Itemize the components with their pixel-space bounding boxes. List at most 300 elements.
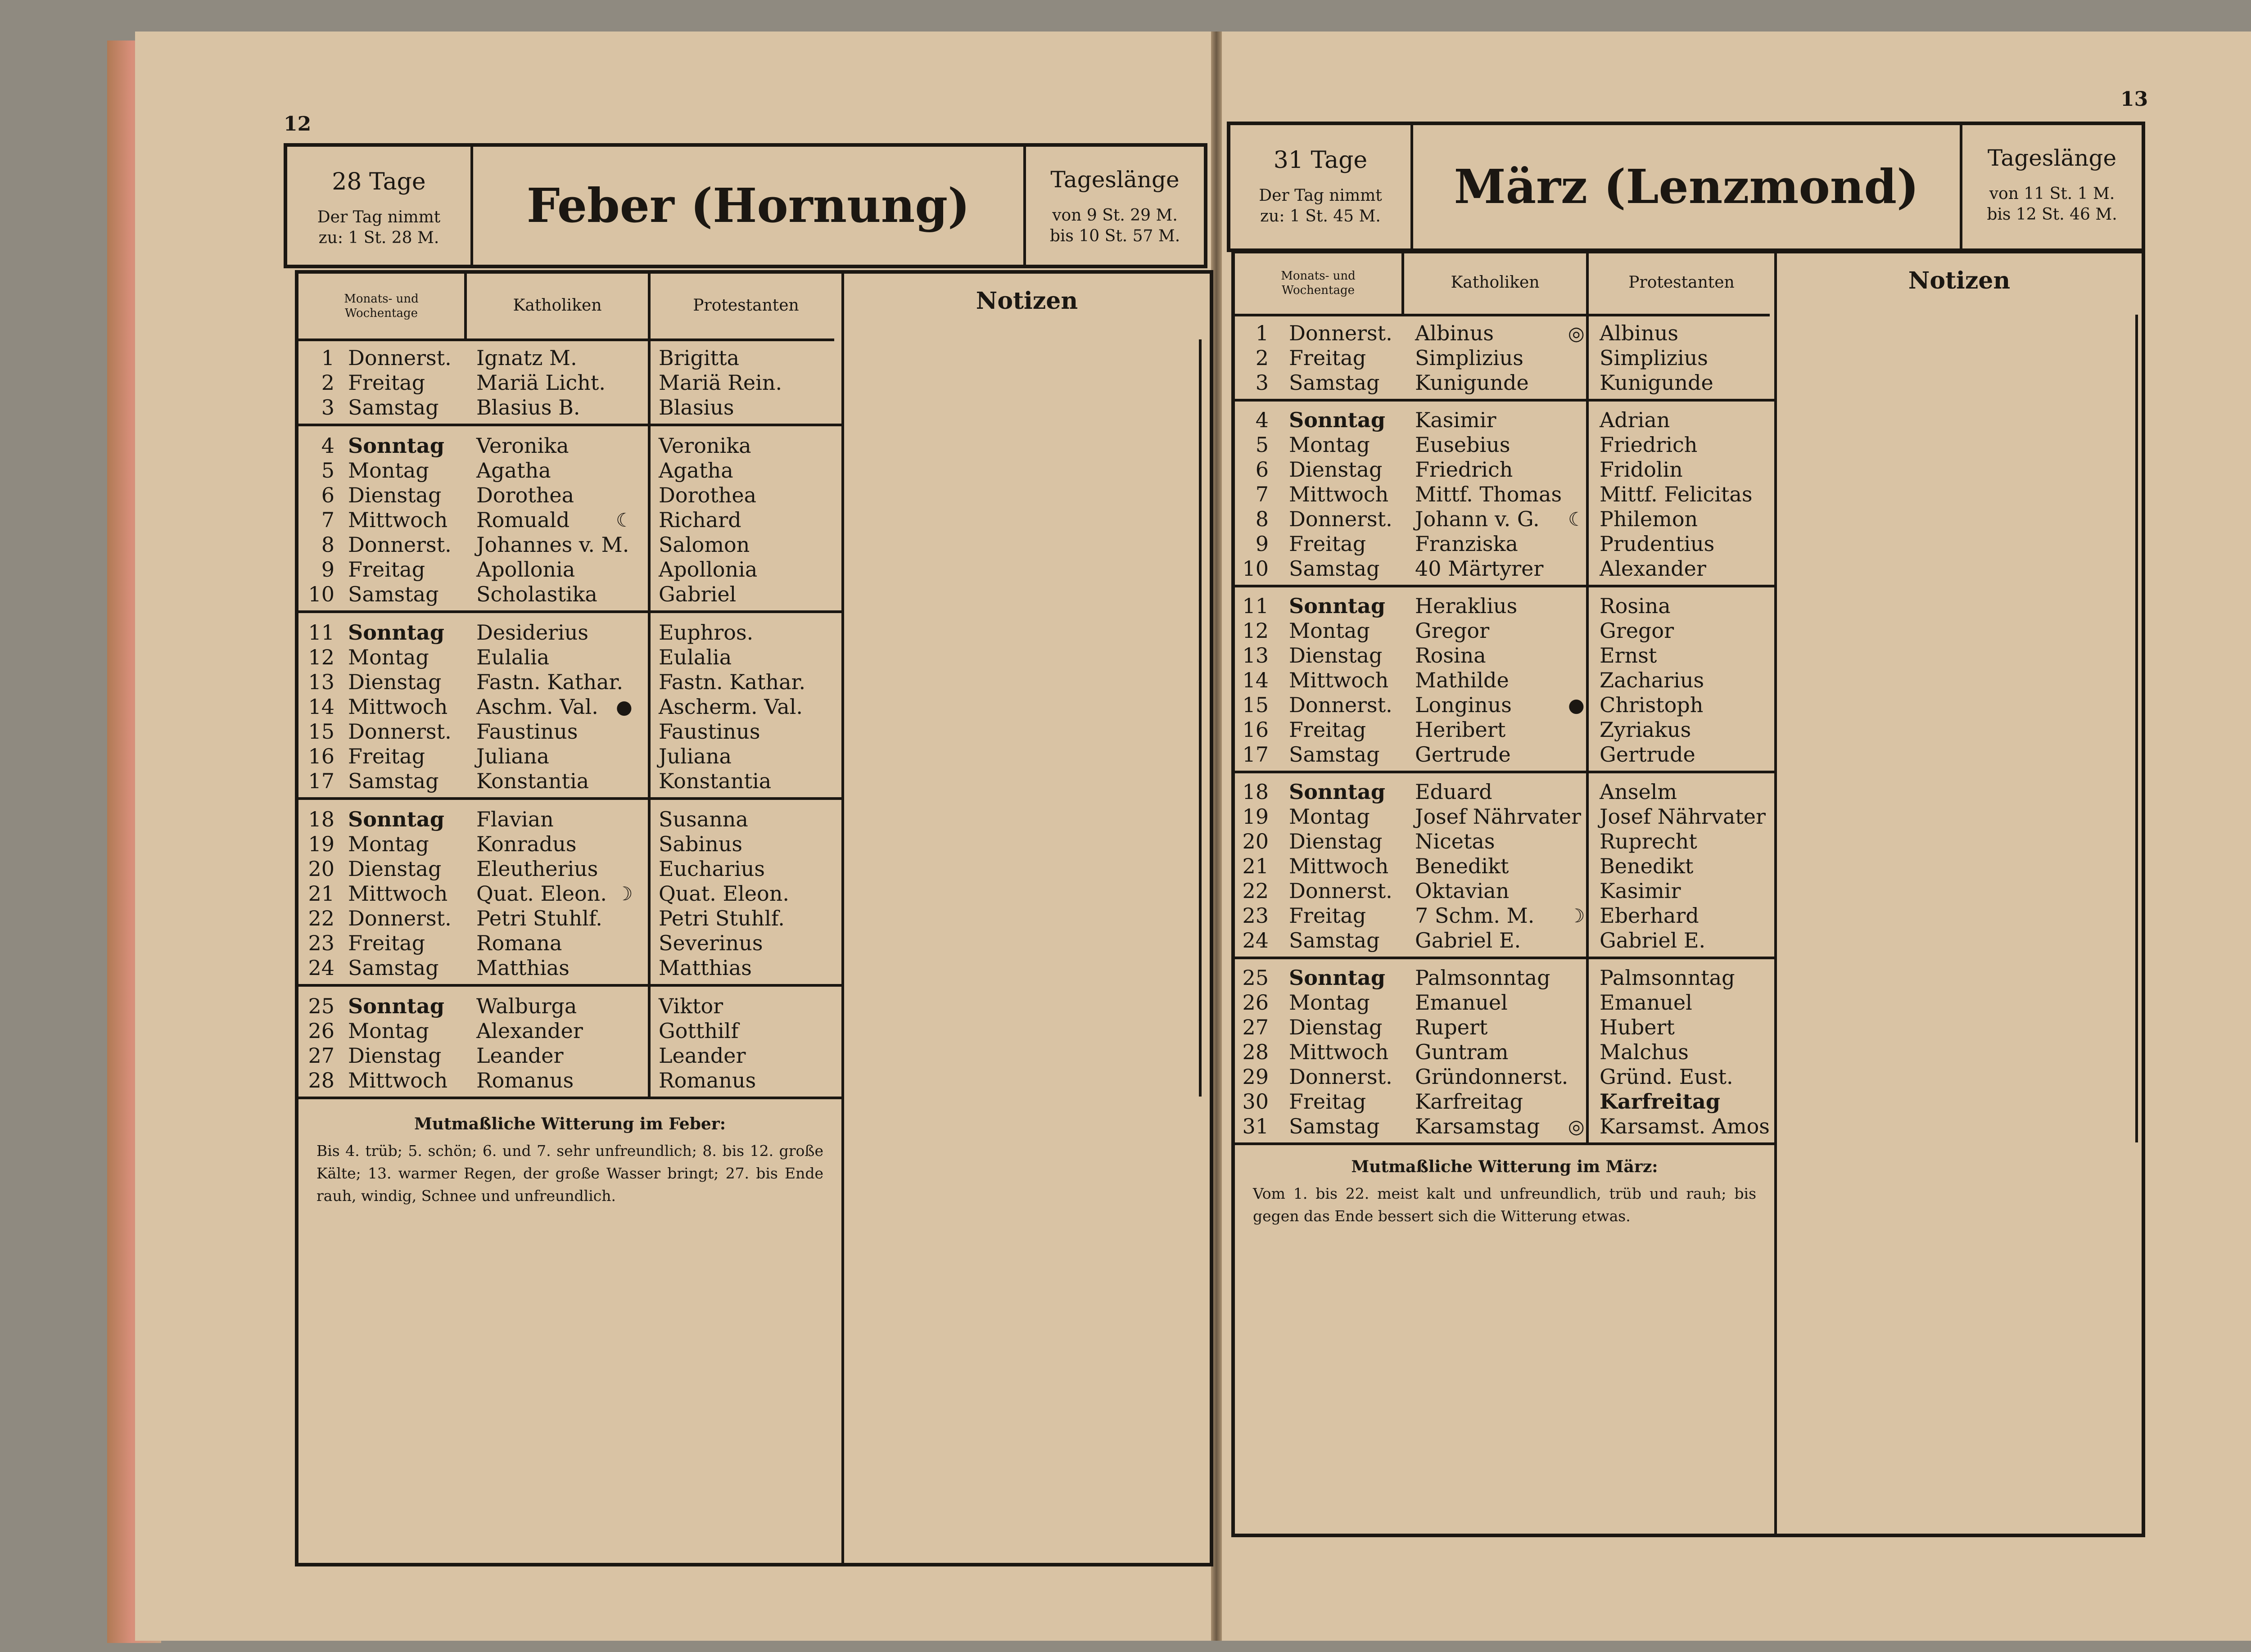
catholic-saint: Flavian xyxy=(476,807,554,831)
catholic-saint: Kunigunde xyxy=(1415,370,1529,395)
day-number: 9 xyxy=(321,557,334,582)
day-number: 5 xyxy=(1255,433,1269,457)
day-number: 15 xyxy=(308,719,334,744)
weekday: Mittwoch xyxy=(1289,482,1389,506)
day-row xyxy=(298,1068,841,1093)
catholic-saint: Juliana xyxy=(476,744,549,768)
day-row xyxy=(298,395,841,420)
day-row xyxy=(298,807,841,832)
catholic-saint: Dorothea xyxy=(476,483,574,507)
catholic-saint: Matthias xyxy=(476,956,570,980)
day-number: 14 xyxy=(1242,668,1269,692)
protestant-saint: Rosina xyxy=(1600,594,1671,618)
right-calendar-table xyxy=(1231,250,2145,1537)
weekday: Freitag xyxy=(1289,903,1366,928)
left-weather-text: Bis 4. trüb; 5. schön; 6. und 7. sehr unfreundlich; 8. bis 12. große Kälte; 13. warmer Regen, der große Wasser bringt; 27. bis Ende rauh, windig, Schnee und unfreundlich. xyxy=(316,1142,823,1205)
weekday: Mittwoch xyxy=(1289,668,1389,692)
week-separator xyxy=(298,797,841,800)
day-row xyxy=(298,744,841,769)
weekday: Samstag xyxy=(1289,370,1380,395)
catholic-saint: Romuald xyxy=(476,508,570,532)
day-row xyxy=(1235,457,1774,482)
weekday: Samstag xyxy=(348,395,439,420)
right-weather-title: Mutmaßliche Witterung im März: xyxy=(1351,1157,1658,1176)
protestant-saint: Konstantia xyxy=(659,769,772,793)
weekday: Donnerst. xyxy=(1289,507,1392,531)
protestant-saint: Benedikt xyxy=(1600,854,1694,878)
protestant-saint: Mittf. Felicitas xyxy=(1600,482,1753,506)
right-notes-title: Notizen xyxy=(1908,267,2011,294)
day-number: 1 xyxy=(321,346,334,370)
day-number: 16 xyxy=(1242,718,1269,742)
right-daylength-label: Tageslänge xyxy=(1987,145,2117,171)
catholic-saint: Karsamstag xyxy=(1415,1114,1540,1138)
protestant-saint: Mariä Rein. xyxy=(659,370,782,395)
catholic-saint: Mittf. Thomas xyxy=(1415,482,1562,506)
left-daylength-1: von 9 St. 29 M. xyxy=(1052,206,1178,225)
left-col-protestant: Protestanten xyxy=(693,296,799,315)
week-block xyxy=(1235,408,1774,581)
protestant-saint: Romanus xyxy=(659,1068,756,1092)
protestant-saint: Fridolin xyxy=(1600,457,1683,482)
catholic-saint: Nicetas xyxy=(1415,829,1495,853)
right-days-cell xyxy=(1230,125,1410,227)
catholic-saint: Veronika xyxy=(476,433,569,458)
day-number: 15 xyxy=(1242,693,1269,717)
weekday: Freitag xyxy=(348,370,425,395)
protestant-saint: Eberhard xyxy=(1600,903,1699,928)
catholic-saint: Eulalia xyxy=(476,645,550,669)
day-number: 17 xyxy=(308,769,334,793)
day-number: 17 xyxy=(1242,742,1269,767)
day-number: 27 xyxy=(1242,1015,1269,1039)
weekday: Freitag xyxy=(348,744,425,768)
day-number: 19 xyxy=(308,832,334,856)
day-row xyxy=(298,645,841,670)
day-row xyxy=(1235,693,1774,718)
weekday: Montag xyxy=(1289,804,1370,829)
left-day-gain-2: zu: 1 St. 28 M. xyxy=(318,229,439,247)
protestant-saint: Gertrude xyxy=(1600,742,1695,767)
protestant-saint: Blasius xyxy=(659,395,734,420)
day-row xyxy=(1235,854,1774,879)
left-daylength-cell xyxy=(1026,147,1204,247)
right-daylength-1: von 11 St. 1 M. xyxy=(1989,185,2115,203)
protestant-saint: Prudentius xyxy=(1600,532,1715,556)
day-row xyxy=(298,346,841,370)
catholic-saint: Benedikt xyxy=(1415,854,1509,878)
day-number: 22 xyxy=(1242,879,1269,903)
week-block xyxy=(298,807,841,980)
catholic-saint: Longinus xyxy=(1415,693,1512,717)
weekday: Freitag xyxy=(1289,1089,1366,1114)
week-separator xyxy=(298,424,841,426)
column-rule xyxy=(1586,315,1589,1142)
catholic-saint: Heribert xyxy=(1415,718,1506,742)
protestant-saint: Euphros. xyxy=(659,620,754,645)
catholic-saint: Blasius B. xyxy=(476,395,580,420)
day-row xyxy=(1235,321,1774,346)
day-row xyxy=(298,695,841,719)
day-row xyxy=(1235,507,1774,532)
day-row xyxy=(298,508,841,533)
weekday: Mittwoch xyxy=(348,1068,448,1092)
day-row xyxy=(298,931,841,956)
weekday: Samstag xyxy=(348,582,439,606)
catholic-saint: Fastn. Kathar. xyxy=(476,670,624,694)
week-block xyxy=(1235,594,1774,767)
weekday: Samstag xyxy=(348,769,439,793)
day-row xyxy=(1235,990,1774,1015)
week-block xyxy=(298,994,841,1093)
day-row xyxy=(1235,433,1774,457)
day-number: 19 xyxy=(1242,804,1269,829)
weekday: Montag xyxy=(348,645,429,669)
week-block xyxy=(1235,321,1774,395)
day-number: 2 xyxy=(1255,346,1269,370)
catholic-saint: Gregor xyxy=(1415,618,1490,643)
day-row xyxy=(298,956,841,980)
weekday: Freitag xyxy=(348,931,425,955)
weekday: Dienstag xyxy=(1289,457,1383,482)
weekday: Sonntag xyxy=(1289,780,1386,804)
right-weather xyxy=(1235,1136,1774,1228)
weekday: Mittwoch xyxy=(348,508,448,532)
day-number: 27 xyxy=(308,1043,334,1068)
protestant-saint: Palmsonntag xyxy=(1600,966,1735,990)
catholic-saint: Josef Nährvater xyxy=(1415,804,1582,829)
weekday: Dienstag xyxy=(348,670,442,694)
day-row xyxy=(298,670,841,695)
day-number: 8 xyxy=(1255,507,1269,531)
protestant-saint: Friedrich xyxy=(1600,433,1698,457)
weekday: Mittwoch xyxy=(1289,854,1389,878)
weekday: Freitag xyxy=(1289,718,1366,742)
left-col-days: Monats- und Wochentage xyxy=(344,292,419,320)
catholic-saint: Eleutherius xyxy=(476,857,598,881)
day-row xyxy=(298,433,841,458)
day-number: 24 xyxy=(308,956,334,980)
week-separator xyxy=(1235,399,1774,402)
day-number: 6 xyxy=(321,483,334,507)
catholic-saint: Mathilde xyxy=(1415,668,1509,692)
day-row xyxy=(298,1043,841,1068)
day-number: 9 xyxy=(1255,532,1269,556)
left-month-title: Feber (Hornung) xyxy=(526,178,970,233)
left-weather xyxy=(298,1093,841,1207)
day-number: 28 xyxy=(308,1068,334,1092)
column-rule xyxy=(648,339,651,1097)
day-row xyxy=(1235,1114,1774,1139)
catholic-saint: Aschm. Val. xyxy=(476,695,598,719)
moon-phase-icon: ☽ xyxy=(1568,905,1585,927)
day-row xyxy=(1235,1015,1774,1040)
day-row xyxy=(1235,966,1774,990)
day-number: 31 xyxy=(1242,1114,1269,1138)
day-row xyxy=(298,483,841,508)
protestant-saint: Agatha xyxy=(659,458,733,483)
weekday: Samstag xyxy=(348,956,439,980)
catholic-saint: Desiderius xyxy=(476,620,589,645)
protestant-saint: Ascherm. Val. xyxy=(659,695,803,719)
catholic-saint: Ignatz M. xyxy=(476,346,577,370)
left-days: 28 Tage xyxy=(332,168,426,195)
left-notes-title: Notizen xyxy=(976,287,1078,315)
protestant-saint: Faustinus xyxy=(659,719,760,744)
protestant-saint: Brigitta xyxy=(659,346,740,370)
catholic-saint: Konstantia xyxy=(476,769,589,793)
day-number: 13 xyxy=(308,670,334,694)
day-number: 12 xyxy=(308,645,334,669)
catholic-saint: Faustinus xyxy=(476,719,578,744)
protestant-saint: Kasimir xyxy=(1600,879,1681,903)
weekday: Samstag xyxy=(1289,556,1380,581)
catholic-saint: Johannes v. M. xyxy=(476,533,629,557)
column-rule xyxy=(1199,339,1202,1097)
day-row xyxy=(1235,1065,1774,1089)
moon-phase-icon: ☽ xyxy=(616,883,633,905)
day-row xyxy=(1235,618,1774,643)
catholic-saint: Scholastika xyxy=(476,582,597,606)
day-number: 14 xyxy=(308,695,334,719)
day-number: 22 xyxy=(308,906,334,930)
weekday: Dienstag xyxy=(348,1043,442,1068)
right-col-catholic: Katholiken xyxy=(1451,273,1540,292)
weekday: Montag xyxy=(1289,618,1370,643)
weekday: Montag xyxy=(348,458,429,483)
catholic-saint: Oktavian xyxy=(1415,879,1510,903)
protestant-saint: Leander xyxy=(659,1043,746,1068)
day-row xyxy=(1235,780,1774,804)
weekday: Dienstag xyxy=(348,483,442,507)
catholic-saint: Rupert xyxy=(1415,1015,1488,1039)
protestant-saint: Karfreitag xyxy=(1600,1089,1721,1114)
day-number: 28 xyxy=(1242,1040,1269,1064)
day-number: 10 xyxy=(308,582,334,606)
catholic-saint: Alexander xyxy=(476,1019,583,1043)
moon-phase-icon: ◎ xyxy=(1568,322,1585,344)
day-number: 4 xyxy=(1255,408,1269,432)
protestant-saint: Apollonia xyxy=(659,557,758,582)
day-row xyxy=(1235,594,1774,618)
right-daylength-2: bis 12 St. 46 M. xyxy=(1987,205,2117,224)
right-weather-text: Vom 1. bis 22. meist kalt und unfreundlich, trüb und rauh; bis gegen das Ende bessert sich die Witterung etwas. xyxy=(1253,1185,1756,1225)
page-number-right: 13 xyxy=(2120,88,2148,111)
day-number: 30 xyxy=(1242,1089,1269,1114)
catholic-saint: Walburga xyxy=(476,994,577,1018)
right-day-gain-2: zu: 1 St. 45 M. xyxy=(1260,207,1381,226)
day-row xyxy=(1235,668,1774,693)
weekday: Montag xyxy=(348,832,429,856)
weekday: Dienstag xyxy=(1289,1015,1383,1039)
day-row xyxy=(1235,482,1774,507)
protestant-saint: Fastn. Kathar. xyxy=(659,670,806,694)
protestant-saint: Gabriel xyxy=(659,582,737,606)
protestant-saint: Quat. Eleon. xyxy=(659,881,789,906)
protestant-saint: Gotthilf xyxy=(659,1019,739,1043)
weekday: Sonntag xyxy=(348,994,445,1018)
weekday: Dienstag xyxy=(348,857,442,881)
day-row xyxy=(298,994,841,1019)
day-number: 26 xyxy=(308,1019,334,1043)
protestant-saint: Eucharius xyxy=(659,857,765,881)
left-calendar-table xyxy=(295,270,1213,1566)
day-number: 4 xyxy=(321,433,334,458)
day-row xyxy=(1235,903,1774,928)
week-separator xyxy=(298,984,841,987)
weekday: Donnerst. xyxy=(348,346,452,370)
catholic-saint: Emanuel xyxy=(1415,990,1508,1015)
day-number: 29 xyxy=(1242,1065,1269,1089)
protestant-saint: Viktor xyxy=(659,994,723,1018)
day-number: 11 xyxy=(1242,594,1269,618)
weekday: Donnerst. xyxy=(348,906,452,930)
day-row xyxy=(298,769,841,794)
weekday: Sonntag xyxy=(348,433,445,458)
protestant-saint: Dorothea xyxy=(659,483,757,507)
weekday: Freitag xyxy=(348,557,425,582)
day-number: 2 xyxy=(321,370,334,395)
weekday: Donnerst. xyxy=(1289,1065,1392,1089)
day-row xyxy=(298,582,841,607)
column-rule xyxy=(2135,315,2138,1142)
catholic-saint: Gertrude xyxy=(1415,742,1511,767)
day-row xyxy=(1235,829,1774,854)
protestant-saint: Eulalia xyxy=(659,645,732,669)
day-number: 21 xyxy=(1242,854,1269,878)
week-separator xyxy=(1235,585,1774,587)
week-block xyxy=(298,346,841,420)
day-row xyxy=(298,1019,841,1043)
weekday: Donnerst. xyxy=(1289,879,1392,903)
protestant-saint: Zyriakus xyxy=(1600,718,1691,742)
day-row xyxy=(298,620,841,645)
day-number: 25 xyxy=(1242,966,1269,990)
day-row xyxy=(1235,742,1774,767)
day-number: 23 xyxy=(308,931,334,955)
left-days-cell xyxy=(287,147,470,248)
day-number: 7 xyxy=(1255,482,1269,506)
right-days: 31 Tage xyxy=(1273,147,1368,174)
day-row xyxy=(1235,408,1774,433)
day-row xyxy=(298,719,841,744)
day-row xyxy=(298,533,841,557)
catholic-saint: Guntram xyxy=(1415,1040,1509,1064)
left-daylength-2: bis 10 St. 57 M. xyxy=(1049,227,1180,245)
catholic-saint: Romana xyxy=(476,931,562,955)
protestant-saint: Kunigunde xyxy=(1600,370,1713,395)
weekday: Sonntag xyxy=(1289,408,1386,432)
catholic-saint: 7 Schm. M. xyxy=(1415,903,1535,928)
weekday: Montag xyxy=(1289,990,1370,1015)
week-block xyxy=(1235,780,1774,953)
catholic-saint: Johann v. G. xyxy=(1415,507,1540,531)
protestant-saint: Christoph xyxy=(1600,693,1704,717)
protestant-saint: Philemon xyxy=(1600,507,1698,531)
day-row xyxy=(298,906,841,931)
catholic-saint: Mariä Licht. xyxy=(476,370,606,395)
day-number: 24 xyxy=(1242,928,1269,952)
moon-phase-icon: ● xyxy=(1568,694,1585,716)
protestant-saint: Anselm xyxy=(1600,780,1677,804)
protestant-saint: Severinus xyxy=(659,931,763,955)
day-row xyxy=(298,370,841,395)
catholic-saint: Romanus xyxy=(476,1068,574,1092)
day-number: 11 xyxy=(308,620,334,645)
weekday: Donnerst. xyxy=(1289,693,1392,717)
weekday: Donnerst. xyxy=(348,533,452,557)
catholic-saint: 40 Märtyrer xyxy=(1415,556,1544,581)
day-number: 16 xyxy=(308,744,334,768)
day-number: 6 xyxy=(1255,457,1269,482)
protestant-saint: Malchus xyxy=(1600,1040,1689,1064)
day-row xyxy=(298,881,841,906)
day-row xyxy=(1235,928,1774,953)
catholic-saint: Leander xyxy=(476,1043,564,1068)
day-row xyxy=(1235,718,1774,742)
day-row xyxy=(1235,643,1774,668)
catholic-saint: Eusebius xyxy=(1415,433,1510,457)
protestant-saint: Gregor xyxy=(1600,618,1674,643)
right-header-box xyxy=(1227,122,2145,252)
day-row xyxy=(1235,532,1774,556)
day-row xyxy=(1235,370,1774,395)
weekday: Sonntag xyxy=(1289,594,1386,618)
protestant-saint: Gabriel E. xyxy=(1600,928,1706,952)
day-row xyxy=(298,557,841,582)
week-block xyxy=(1235,966,1774,1139)
right-col-days: Monats- und Wochentage xyxy=(1281,269,1356,297)
catholic-saint: Petri Stuhlf. xyxy=(476,906,602,930)
day-row xyxy=(1235,1040,1774,1065)
protestant-saint: Susanna xyxy=(659,807,748,831)
weekday: Sonntag xyxy=(1289,966,1386,990)
catholic-saint: Karfreitag xyxy=(1415,1089,1523,1114)
weekday: Montag xyxy=(348,1019,429,1043)
day-number: 21 xyxy=(308,881,334,906)
catholic-saint: Agatha xyxy=(476,458,551,483)
protestant-saint: Salomon xyxy=(659,533,750,557)
day-row xyxy=(1235,879,1774,903)
moon-phase-icon: ● xyxy=(616,696,633,718)
right-daylength-cell xyxy=(1962,125,2142,225)
catholic-saint: Gabriel E. xyxy=(1415,928,1521,952)
right-month-title: März (Lenzmond) xyxy=(1454,159,1919,214)
protestant-saint: Karsamst. Amos xyxy=(1600,1114,1770,1138)
day-number: 12 xyxy=(1242,618,1269,643)
weekday: Mittwoch xyxy=(348,881,448,906)
catholic-saint: Eduard xyxy=(1415,780,1492,804)
weekday: Sonntag xyxy=(348,807,445,831)
day-number: 25 xyxy=(308,994,334,1018)
catholic-saint: Simplizius xyxy=(1415,346,1523,370)
protestant-saint: Adrian xyxy=(1600,408,1670,432)
catholic-saint: Albinus xyxy=(1415,321,1494,345)
weekday: Freitag xyxy=(1289,532,1366,556)
day-number: 20 xyxy=(308,857,334,881)
left-col-catholic: Katholiken xyxy=(513,296,602,315)
week-block xyxy=(298,433,841,607)
catholic-saint: Kasimir xyxy=(1415,408,1496,432)
protestant-saint: Richard xyxy=(659,508,741,532)
protestant-saint: Albinus xyxy=(1600,321,1678,345)
protestant-saint: Josef Nährvater xyxy=(1600,804,1766,829)
catholic-saint: Franziska xyxy=(1415,532,1518,556)
weekday: Freitag xyxy=(1289,346,1366,370)
weekday: Samstag xyxy=(1289,928,1380,952)
protestant-saint: Petri Stuhlf. xyxy=(659,906,785,930)
protestant-saint: Simplizius xyxy=(1600,346,1708,370)
